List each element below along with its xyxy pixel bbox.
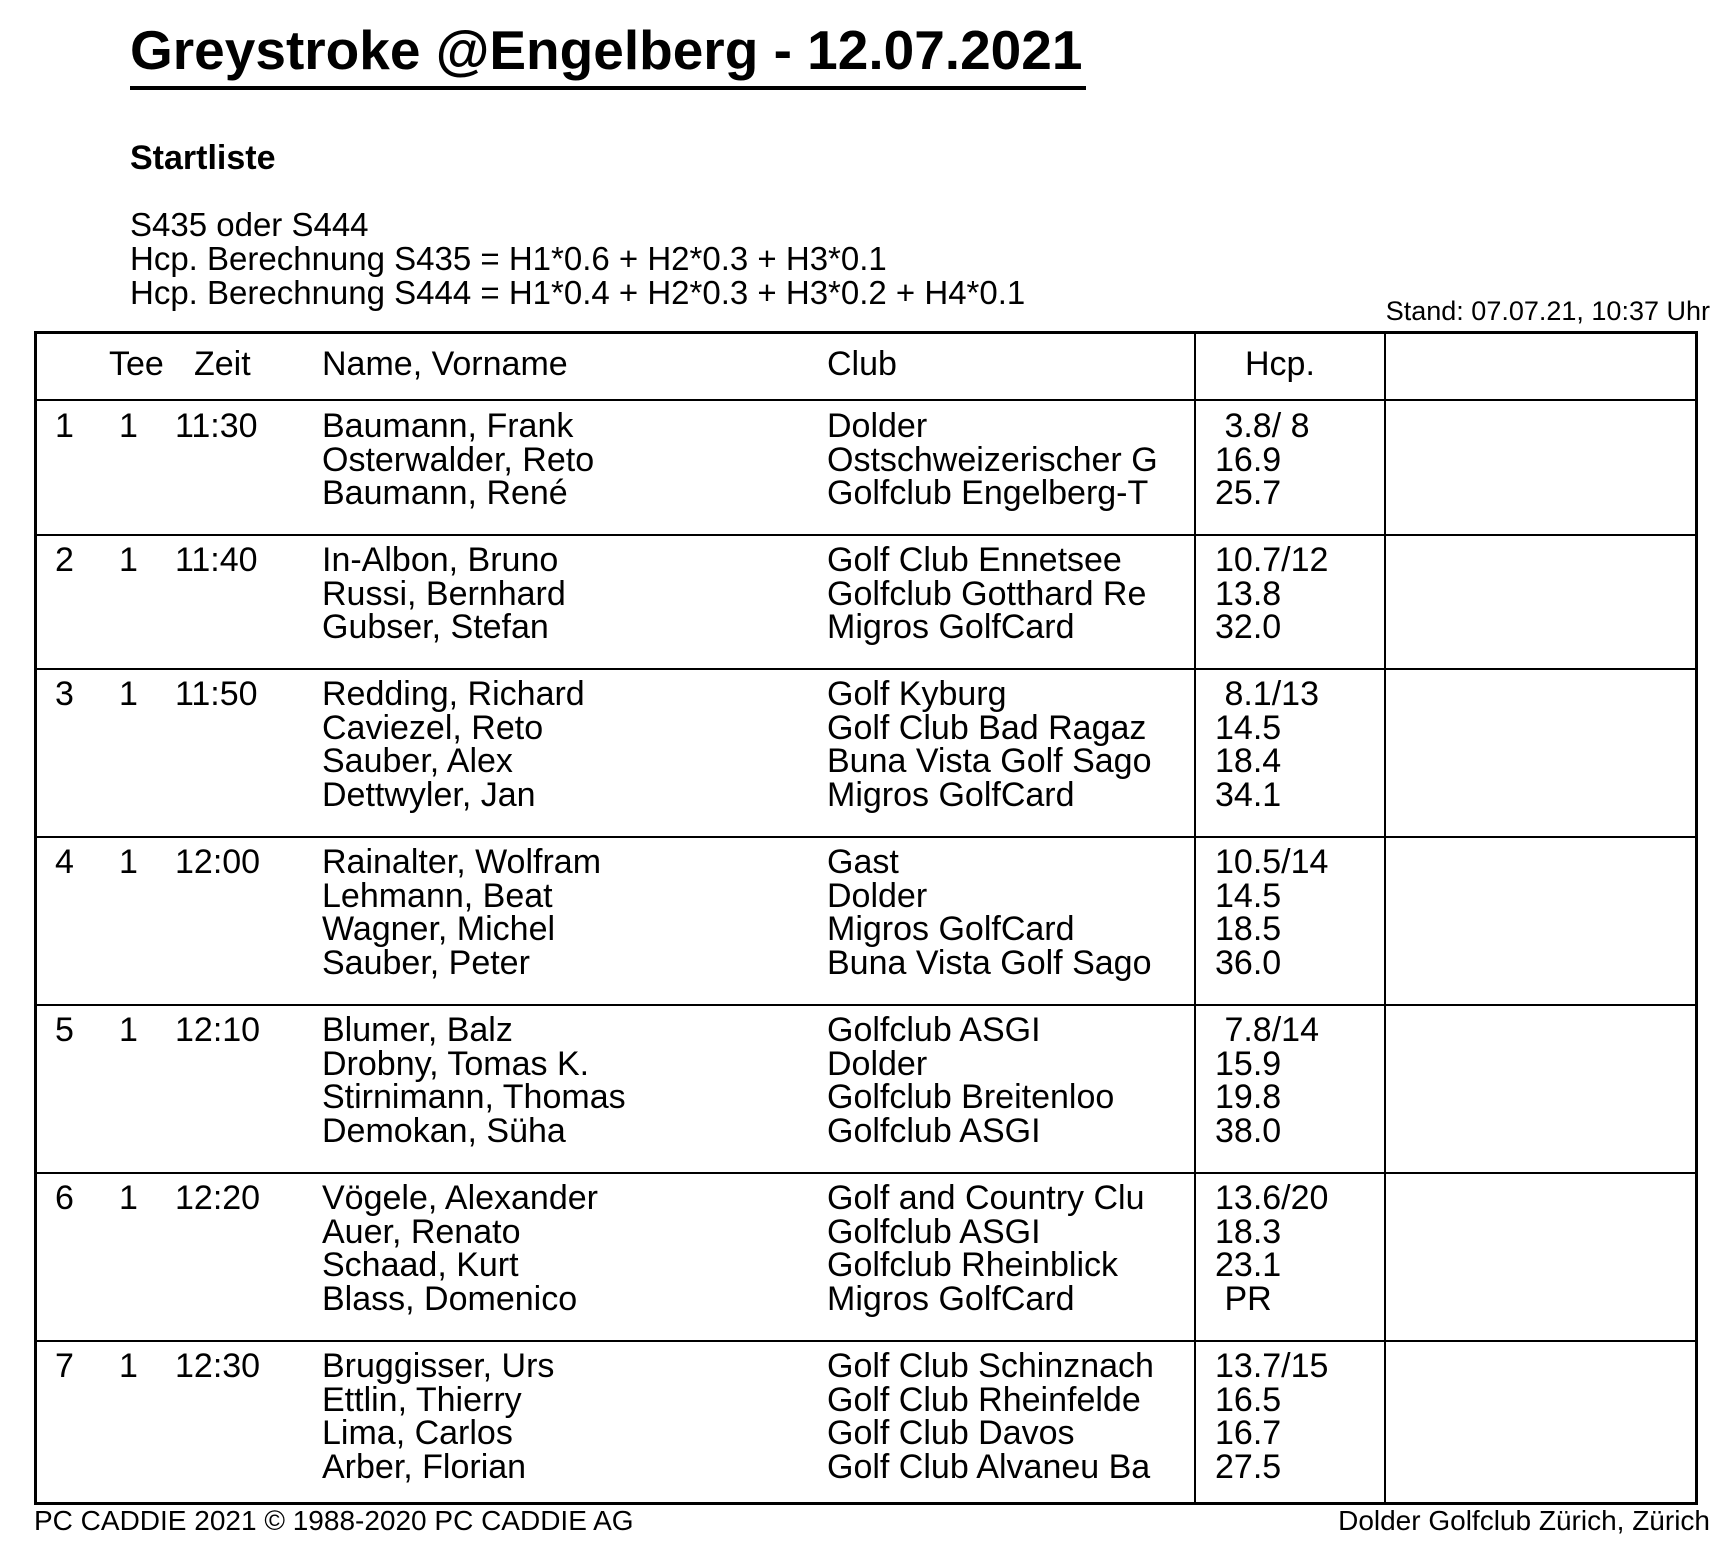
player-name: Vögele, Alexander: [322, 1179, 598, 1217]
player-club: Migros GolfCard: [827, 775, 1075, 814]
player-club-column: [827, 1179, 1145, 1318]
player-hcp: PR: [1215, 1279, 1272, 1318]
group-num: 1: [55, 407, 74, 445]
group-tee: 1: [119, 1011, 138, 1049]
player-hcp: 25.7: [1215, 474, 1282, 512]
footer-club: Dolder Golfclub Zürich, Zürich: [1338, 1505, 1710, 1536]
player-hcp-column: [1215, 1347, 1329, 1486]
player-club-column: [827, 675, 1152, 814]
player-hcp: 34.1: [1215, 775, 1282, 814]
player-hcp: 10.5/14: [1215, 843, 1329, 881]
player-hcp: 13.8: [1215, 574, 1282, 613]
player-name: Baumann, Frank: [322, 407, 574, 445]
player-club: Golf Club Davos: [827, 1414, 1075, 1452]
info-line: S435 oder S444: [130, 206, 369, 243]
group-time: 12:20: [175, 1179, 261, 1217]
player-club: Golfclub Engelberg-T: [827, 474, 1149, 512]
group-time: 12:00: [175, 843, 261, 881]
player-club: Golf Kyburg: [827, 675, 1007, 713]
group-time: 12:30: [175, 1347, 261, 1385]
header-club: Club: [827, 345, 897, 383]
player-hcp: 23.1: [1215, 1246, 1282, 1284]
player-club-column: [827, 407, 1158, 512]
player-name: Auer, Renato: [322, 1212, 521, 1251]
group-num: 4: [55, 843, 74, 881]
player-club: Golfclub Gotthard Re: [827, 574, 1147, 613]
player-hcp: 14.5: [1215, 708, 1282, 747]
flight-group: [37, 1340, 1695, 1505]
player-hcp: 18.3: [1215, 1212, 1282, 1251]
player-club: Ostschweizerischer G: [827, 440, 1158, 479]
group-tee: 1: [119, 1347, 138, 1385]
player-hcp: 27.5: [1215, 1447, 1282, 1486]
player-name-column: [322, 1347, 555, 1486]
group-time: 11:40: [175, 541, 258, 579]
player-name: Wagner, Michel: [322, 910, 556, 948]
player-hcp: 38.0: [1215, 1111, 1282, 1150]
group-tee: 1: [119, 843, 138, 881]
flight-group: [37, 534, 1695, 668]
player-club: Gast: [827, 843, 899, 881]
handicap-info: [130, 208, 1025, 310]
player-club: Migros GolfCard: [827, 1279, 1075, 1318]
player-name: Demokan, Süha: [322, 1111, 566, 1150]
player-name: Gubser, Stefan: [322, 608, 549, 646]
player-name: Blass, Domenico: [322, 1279, 578, 1318]
player-name: Blumer, Balz: [322, 1011, 513, 1049]
group-tee: 1: [119, 1179, 138, 1217]
player-club-column: [827, 1011, 1115, 1150]
player-name-column: [322, 675, 585, 814]
group-num: 3: [55, 675, 74, 713]
player-hcp: 36.0: [1215, 943, 1282, 982]
player-name-column: [322, 843, 602, 982]
player-name: Dettwyler, Jan: [322, 775, 536, 814]
player-club: Golfclub ASGI: [827, 1011, 1041, 1049]
player-hcp-column: [1215, 843, 1329, 982]
group-num: 6: [55, 1179, 74, 1217]
player-hcp: 10.7/12: [1215, 541, 1329, 579]
player-name: Redding, Richard: [322, 675, 585, 713]
header-tee: Tee: [109, 345, 164, 383]
player-hcp: 18.5: [1215, 910, 1282, 948]
player-club: Golf Club Alvaneu Ba: [827, 1447, 1151, 1486]
player-name-column: [322, 407, 595, 512]
player-name-column: [322, 1011, 626, 1150]
player-hcp-column: [1215, 675, 1319, 814]
player-club: Golf Club Bad Ragaz: [827, 708, 1147, 747]
player-club: Golf Club Rheinfelde: [827, 1380, 1141, 1419]
player-hcp: 14.5: [1215, 876, 1282, 915]
player-name: Stirnimann, Thomas: [322, 1078, 626, 1116]
player-hcp: 15.9: [1215, 1044, 1282, 1083]
player-hcp: 3.8/ 8: [1215, 407, 1310, 445]
document-subtitle: Startliste: [130, 139, 276, 177]
group-tee: 1: [119, 675, 138, 713]
player-hcp: 8.1/13: [1215, 675, 1319, 713]
group-time: 11:50: [175, 675, 258, 713]
group-num: 2: [55, 541, 74, 579]
player-name: Lima, Carlos: [322, 1414, 513, 1452]
player-name: Arber, Florian: [322, 1447, 527, 1486]
header-hcp: Hcp.: [1245, 345, 1315, 383]
player-name: Baumann, René: [322, 474, 568, 512]
player-club: Golfclub Rheinblick: [827, 1246, 1119, 1284]
group-tee: 1: [119, 541, 138, 579]
player-name: Caviezel, Reto: [322, 708, 544, 747]
group-num: 7: [55, 1347, 74, 1385]
player-hcp-column: [1215, 1011, 1319, 1150]
player-name: Ettlin, Thierry: [322, 1380, 522, 1419]
player-name-column: [322, 1179, 598, 1318]
group-time: 11:30: [175, 407, 258, 445]
group-time: 12:10: [175, 1011, 261, 1049]
player-club: Dolder: [827, 876, 928, 915]
player-name: Sauber, Alex: [322, 742, 513, 780]
player-hcp: 18.4: [1215, 742, 1282, 780]
player-hcp-column: [1215, 407, 1310, 512]
player-hcp: 7.8/14: [1215, 1011, 1319, 1049]
player-name: Sauber, Peter: [322, 943, 530, 982]
header-name: Name, Vorname: [322, 345, 568, 383]
player-club: Golf and Country Clu: [827, 1179, 1145, 1217]
player-club: Golf Club Ennetsee: [827, 541, 1122, 579]
player-name: Drobny, Tomas K.: [322, 1044, 590, 1083]
player-club: Golfclub Breitenloo: [827, 1078, 1115, 1116]
player-club: Migros GolfCard: [827, 608, 1075, 646]
flight-group: [37, 1172, 1695, 1340]
player-name: Rainalter, Wolfram: [322, 843, 602, 881]
flight-group: [37, 668, 1695, 836]
player-hcp: 16.5: [1215, 1380, 1282, 1419]
player-club: Dolder: [827, 407, 928, 445]
info-line: Hcp. Berechnung S444 = H1*0.4 + H2*0.3 + H3*0.2 + H4*0.1: [130, 274, 1026, 311]
player-name: Osterwalder, Reto: [322, 440, 595, 479]
player-name: In-Albon, Bruno: [322, 541, 559, 579]
info-line: Hcp. Berechnung S435 = H1*0.6 + H2*0.3 + H3*0.1: [130, 240, 887, 277]
player-club: Dolder: [827, 1044, 928, 1083]
player-club-column: [827, 1347, 1154, 1486]
header-time: Zeit: [194, 345, 251, 383]
flight-group: [37, 836, 1695, 1004]
player-club: Golfclub ASGI: [827, 1212, 1041, 1251]
flight-group: [37, 400, 1695, 534]
flight-group: [37, 1004, 1695, 1172]
player-hcp: 13.7/15: [1215, 1347, 1329, 1385]
player-hcp-column: [1215, 541, 1329, 646]
player-hcp: 19.8: [1215, 1078, 1282, 1116]
group-tee: 1: [119, 407, 138, 445]
footer-copyright: PC CADDIE 2021 © 1988-2020 PC CADDIE AG: [34, 1505, 634, 1536]
start-list-table: [34, 331, 1698, 1505]
player-hcp: 16.9: [1215, 440, 1282, 479]
group-num: 5: [55, 1011, 74, 1049]
player-name: Bruggisser, Urs: [322, 1347, 555, 1385]
player-hcp: 13.6/20: [1215, 1179, 1329, 1217]
document-title: Greystroke @Engelberg - 12.07.2021: [130, 14, 1086, 90]
player-club: Buna Vista Golf Sago: [827, 742, 1152, 780]
stand-timestamp: Stand: 07.07.21, 10:37 Uhr: [1385, 296, 1710, 326]
player-club-column: [827, 843, 1152, 982]
player-hcp: 32.0: [1215, 608, 1282, 646]
player-club-column: [827, 541, 1147, 646]
player-name: Schaad, Kurt: [322, 1246, 519, 1284]
player-name-column: [322, 541, 566, 646]
player-hcp: 16.7: [1215, 1414, 1282, 1452]
player-club: Golf Club Schinznach: [827, 1347, 1154, 1385]
player-club: Buna Vista Golf Sago: [827, 943, 1152, 982]
player-club: Golfclub ASGI: [827, 1111, 1041, 1150]
player-name: Russi, Bernhard: [322, 574, 566, 613]
player-hcp-column: [1215, 1179, 1329, 1318]
player-name: Lehmann, Beat: [322, 876, 553, 915]
player-club: Migros GolfCard: [827, 910, 1075, 948]
